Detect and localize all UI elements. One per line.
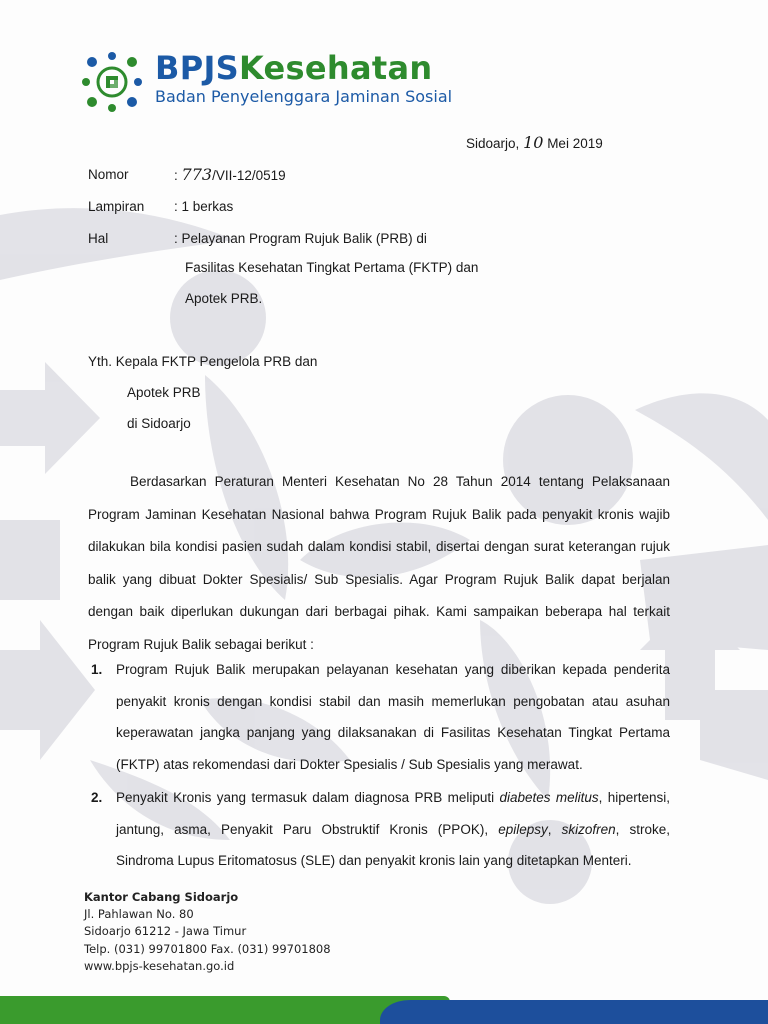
intro-paragraph <box>88 466 670 661</box>
bpjs-logo-icon <box>80 50 144 114</box>
footer-blue-bar <box>380 1000 768 1024</box>
footer-address-block <box>84 889 331 975</box>
hal-label: Hal <box>88 231 109 246</box>
recipient-line-2: Apotek PRB <box>127 385 201 400</box>
intro-paragraph-text: Berdasarkan Peraturan Menteri Kesehatan No 28 Tahun 2014 tentang Pelaksanaan Program Jaminan Kesehatan Nasional bahwa Program Rujuk Balik pada penyakit kronis wajib dilakukan bila kondisi pasien sudah dalam kondisi stabil, disertai dengan surat keterangan rujuk balik yang dibuat Dokter Spesialis/ Sub Spesialis. Agar Program Rujuk Balik dapat berjalan dengan baik diperlukan dukungan dari berbagai pihak. Kami sampaikan beberapa hal terkait Program Rujuk Balik sebagai berikut : <box>88 474 670 652</box>
list-item-text-c: , <box>547 821 562 837</box>
place-date <box>466 134 603 153</box>
brand-subtitle: Badan Penyelenggara Jaminan Sosial <box>155 87 453 106</box>
recipient-line-3: di Sidoarjo <box>127 416 191 431</box>
nomor-value: : 773/VII-12/0519 <box>174 165 286 184</box>
date-day-handwritten: 10 <box>523 133 544 152</box>
list-item-text: Program Rujuk Balik merupakan pelayanan kesehatan yang diberikan kepada penderita penyakit kronis dengan kondisi stabil dan masih memerlukan pengobatan atau asuhan keperawatan jangka panjang yang dilaksanakan di Fasilitas Kesehatan Tingkat Pertama (FKTP) atas rekomendasi dari Dokter Spesialis / Sub Spesialis yang merawat. <box>116 662 670 772</box>
hal-line-2: Fasilitas Kesehatan Tingkat Pertama (FKTP) dan <box>185 260 479 275</box>
hal-line-1: : Pelayanan Program Rujuk Balik (PRB) di <box>174 231 427 246</box>
list-item-number: 2. <box>91 790 103 805</box>
list-item <box>88 782 670 877</box>
lampiran-value: : 1 berkas <box>174 199 234 214</box>
footer-office: Kantor Cabang Sidoarjo <box>84 890 239 904</box>
brand-name-part1: BPJS <box>155 49 239 87</box>
recipient-line-1: Yth. Kepala FKTP Pengelola PRB dan <box>88 354 318 369</box>
brand-name <box>155 50 452 86</box>
brand-name-part2: Kesehatan <box>239 49 433 87</box>
date-rest: Mei 2019 <box>547 136 603 151</box>
list-item-em-diabetes: diabetes melitus <box>499 790 599 805</box>
place-date-prefix: Sidoarjo, <box>466 136 520 151</box>
list-item-text-d: , stroke, Sindroma Lupus Eritomatosus (SLE) dan penyakit kronis lain yang ditetapkan Menteri. <box>116 821 671 868</box>
hal-line-3: Apotek PRB. <box>185 291 263 306</box>
nomor-handwritten: 773 <box>181 165 213 184</box>
footer-website[interactable]: www.bpjs-kesehatan.go.id <box>84 958 235 973</box>
list-item-text-a: Penyakit Kronis yang termasuk dalam diagnosa PRB meliputi <box>116 790 500 805</box>
list-item-em-epilepsy: epilepsy <box>498 821 548 837</box>
footer-address-1: Jl. Pahlawan No. 80 <box>84 907 194 922</box>
list-item <box>88 654 670 780</box>
footer-address-2: Sidoarjo 61212 - Jawa Timur <box>84 924 247 939</box>
lampiran-label: Lampiran <box>88 199 145 214</box>
nomor-label: Nomor <box>88 167 129 182</box>
brand-block <box>155 50 452 106</box>
footer-phone: Telp. (031) 99701800 Fax. (031) 99701808 <box>84 941 331 956</box>
numbered-list <box>88 654 670 877</box>
list-item-em-skizofren: skizofren <box>561 821 616 837</box>
nomor-code: /VII-12/0519 <box>212 168 286 183</box>
list-item-number: 1. <box>91 662 103 677</box>
list-item-text-b: , hipertensi, jantung, asma, Penyakit Paru Obstruktif Kronis (PPOK), <box>116 790 670 837</box>
